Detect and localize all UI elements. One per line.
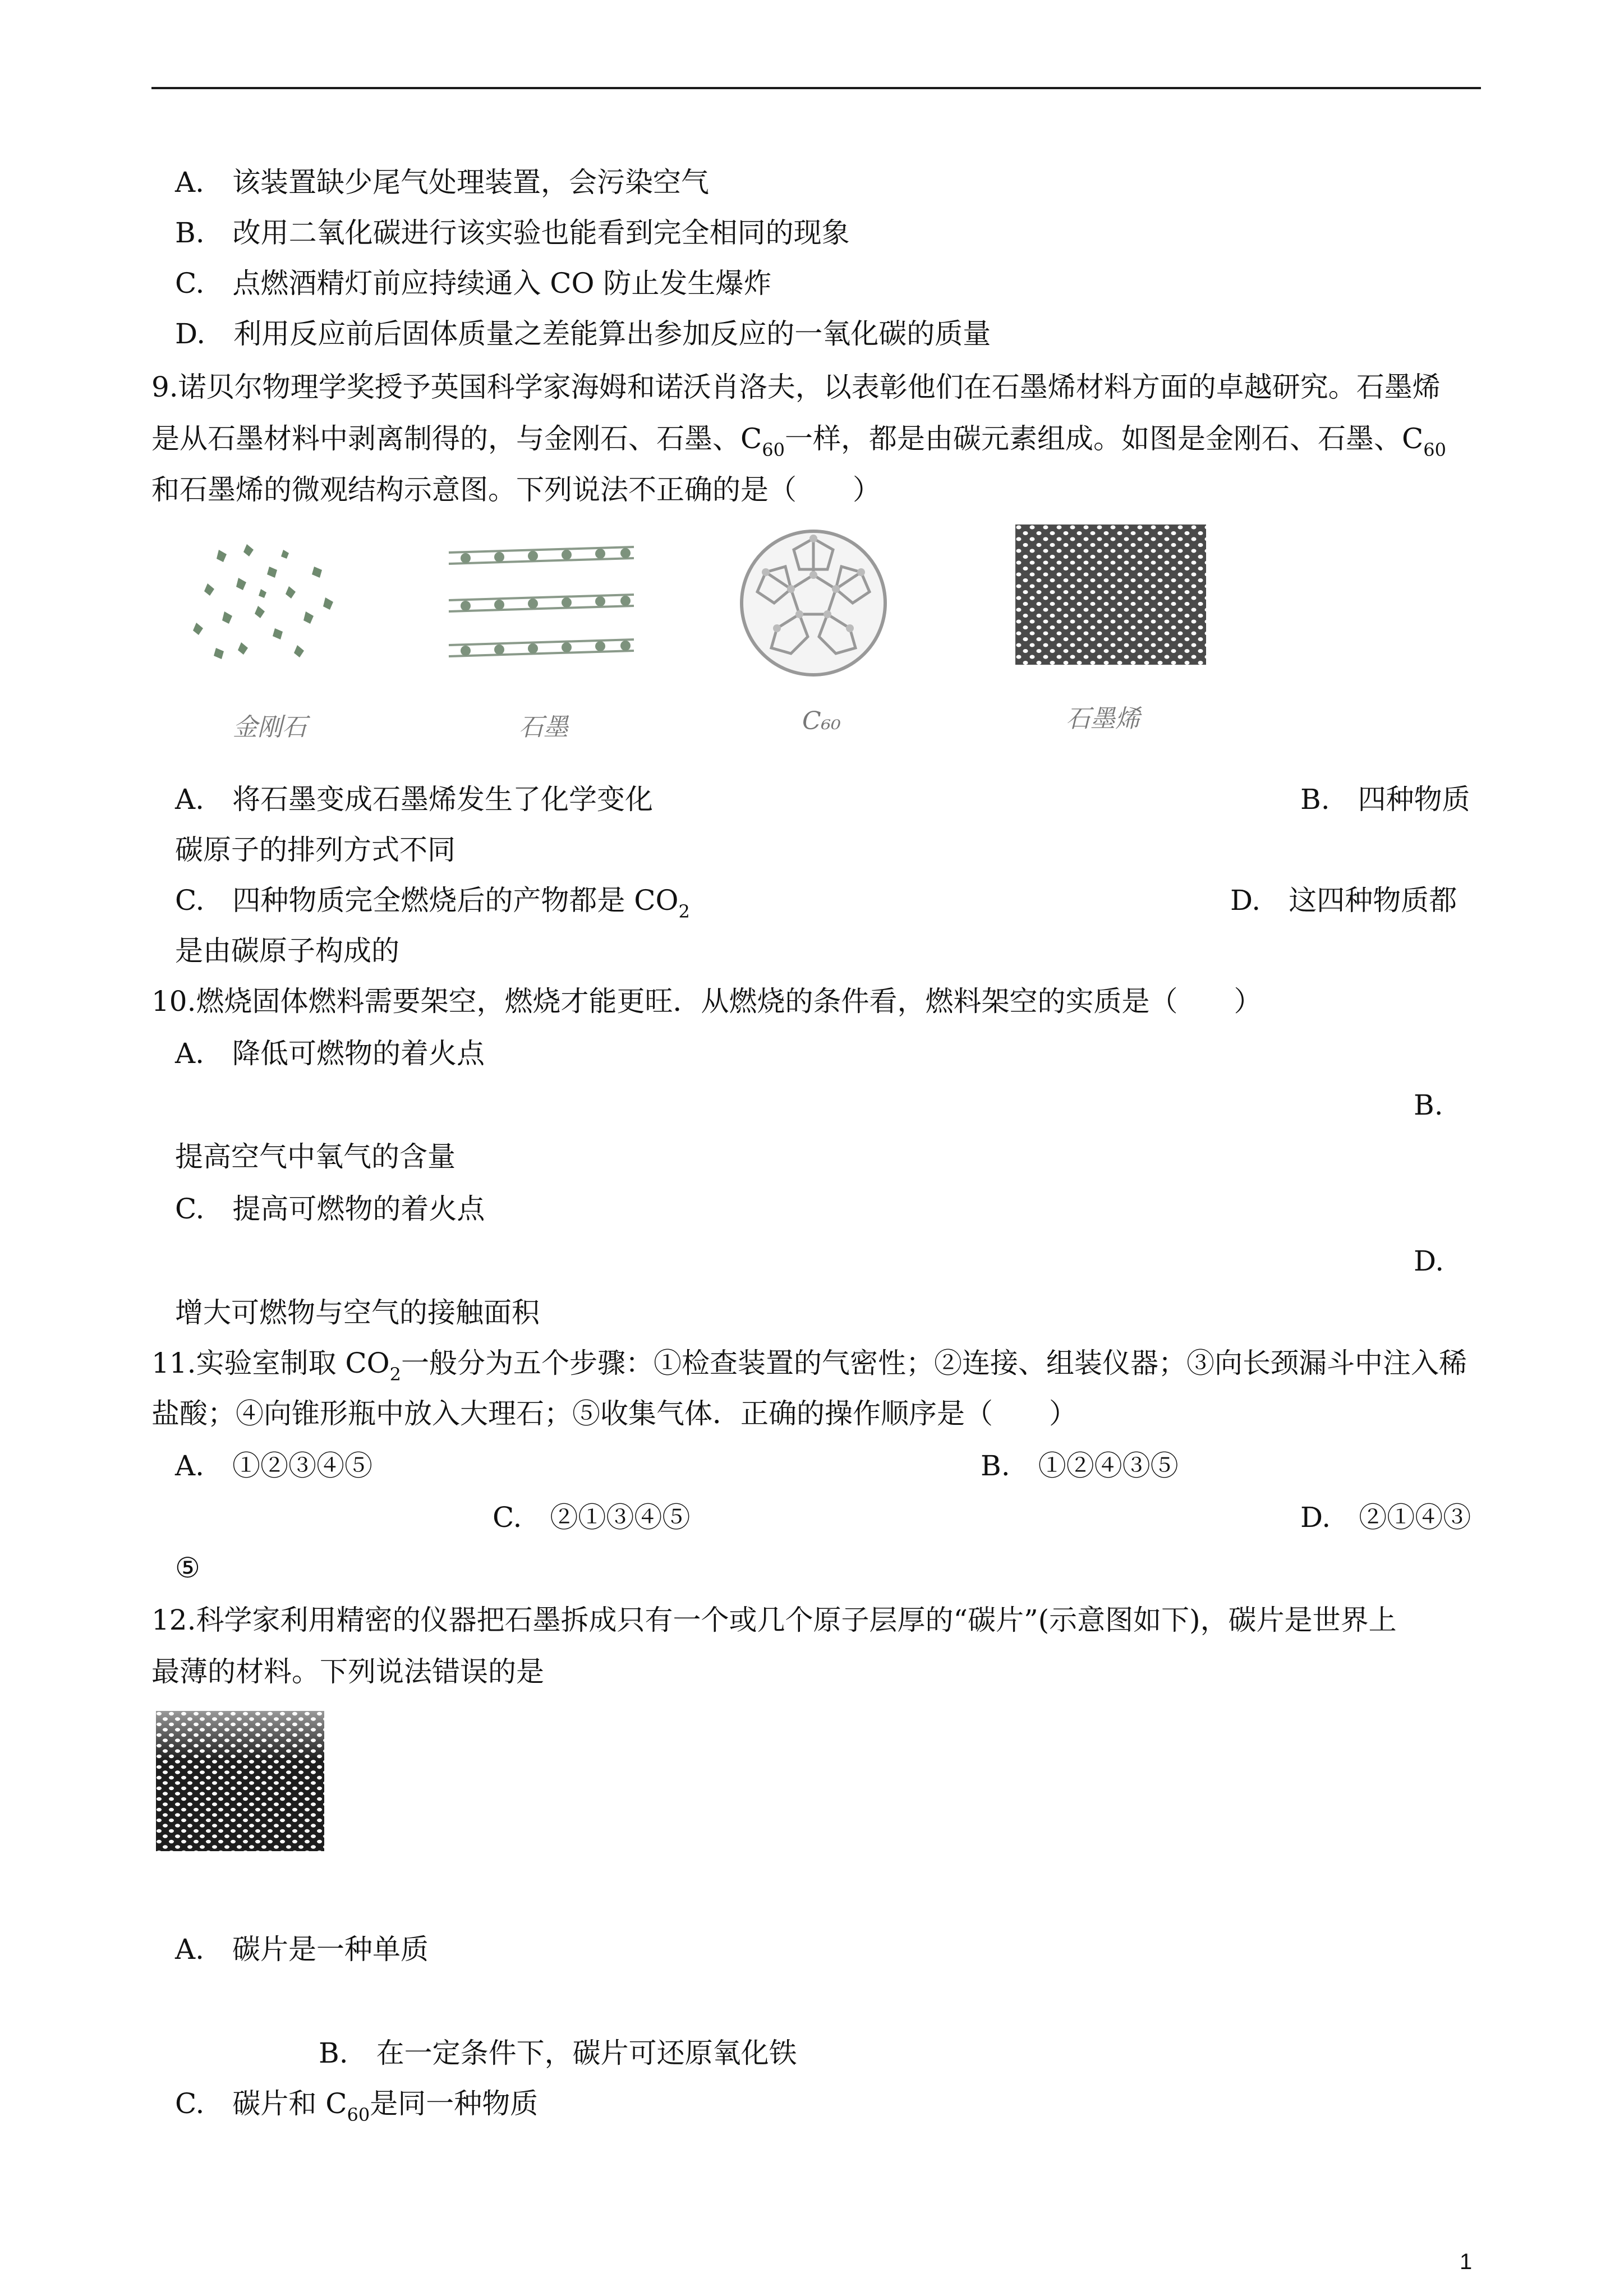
c60-structure-image <box>732 522 895 684</box>
graphene-structure-image <box>1015 524 1206 665</box>
q10-option-d: D. <box>1414 1245 1444 1277</box>
q10-option-a: A. 降低可燃物的着火点 <box>175 1037 485 1070</box>
q9-option-d: D. 这四种物质都 <box>1230 884 1457 917</box>
q9-option-b-continued: 碳原子的排列方式不同 <box>175 834 456 866</box>
q11-stem-line2: 盐酸；④向锥形瓶中放入大理石；⑤收集气体．正确的操作顺序是（ ） <box>151 1397 1077 1430</box>
q9-option-d-continued: 是由碳原子构成的 <box>175 935 399 967</box>
q12-option-a: A. 碳片是一种单质 <box>175 1933 429 1966</box>
q12-option-c: C. 碳片和 $C_{60}$是同一种物质 <box>175 2087 539 2125</box>
q8-option-a: A. 该装置缺少尾气处理装置，会污染空气 <box>175 166 710 199</box>
caption-graphene: 石墨烯 <box>1066 705 1140 733</box>
q8-option-d: D. 利用反应前后固体质量之差能算出参加反应的一氧化碳的质量 <box>175 318 991 350</box>
caption-graphite: 石墨 <box>519 713 568 742</box>
q8-option-b: B. 改用二氧化碳进行该实验也能看到完全相同的现象 <box>175 217 850 249</box>
caption-c60: C₆₀ <box>802 707 841 735</box>
q9-option-c: C. 四种物质完全燃烧后的产物都是 $CO_2$ <box>175 884 690 922</box>
q10-option-c: C. 提高可燃物的着火点 <box>175 1193 485 1225</box>
q11-option-d: D. ②①④③ <box>1300 1501 1471 1534</box>
q8-option-c: C. 点燃酒精灯前应持续通入 CO 防止发生爆炸 <box>175 267 772 300</box>
q12-stem-line2: 最薄的材料。下列说法错误的是 <box>151 1655 544 1688</box>
q9-option-a: A. 将石墨变成石墨烯发生了化学变化 <box>175 783 654 816</box>
carbon-sheet-image <box>156 1711 324 1851</box>
q9-stem-line3: 和石墨烯的微观结构示意图。下列说法不正确的是（ ） <box>151 473 881 506</box>
q12-stem-line1: 12.科学家利用精密的仪器把石墨拆成只有一个或几个原子层厚的“碳片”(示意图如下)，碳片是世界上 <box>151 1604 1397 1636</box>
graphite-structure-image <box>443 533 640 673</box>
header-rule <box>151 87 1481 89</box>
q10-option-b-continued: 提高空气中氧气的含量 <box>175 1140 456 1173</box>
caption-diamond: 金刚石 <box>233 713 307 742</box>
q10-option-d-continued: 增大可燃物与空气的接触面积 <box>175 1296 540 1329</box>
q10-stem: 10.燃烧固体燃料需要架空，燃烧才能更旺．从燃烧的条件看，燃料架空的实质是（ ） <box>151 985 1262 1018</box>
q9-stem-line2: 是从石墨材料中剥离制得的，与金刚石、石墨、$C_{60}$一样，都是由碳元素组成。如图是金刚石、石墨、$C_{60}$ <box>151 422 1446 461</box>
diamond-structure-image <box>185 533 353 673</box>
q12-option-b: B. 在一定条件下，碳片可还原氧化铁 <box>319 2037 797 2069</box>
q11-option-c: C. ②①③④⑤ <box>493 1501 691 1534</box>
q11-option-b: B. ①②④③⑤ <box>981 1450 1179 1482</box>
q10-option-b: B. <box>1414 1089 1443 1121</box>
q9-stem-line1: 9.诺贝尔物理学奖授予英国科学家海姆和诺沃肖洛夫，以表彰他们在石墨烯材料方面的卓越研究。石墨烯 <box>151 371 1441 403</box>
page-number: 1 <box>1460 2249 1473 2274</box>
q11-stem-line1: 11.实验室制取 $CO_2$一般分为五个步骤：①检查装置的气密性；②连接、组装仪器；③向长颈漏斗中注入稀 <box>151 1347 1467 1385</box>
q11-option-d-continued: ⑤ <box>175 1552 200 1584</box>
q9-option-b: B. 四种物质 <box>1300 783 1470 816</box>
q11-option-a: A. ①②③④⑤ <box>175 1450 373 1482</box>
